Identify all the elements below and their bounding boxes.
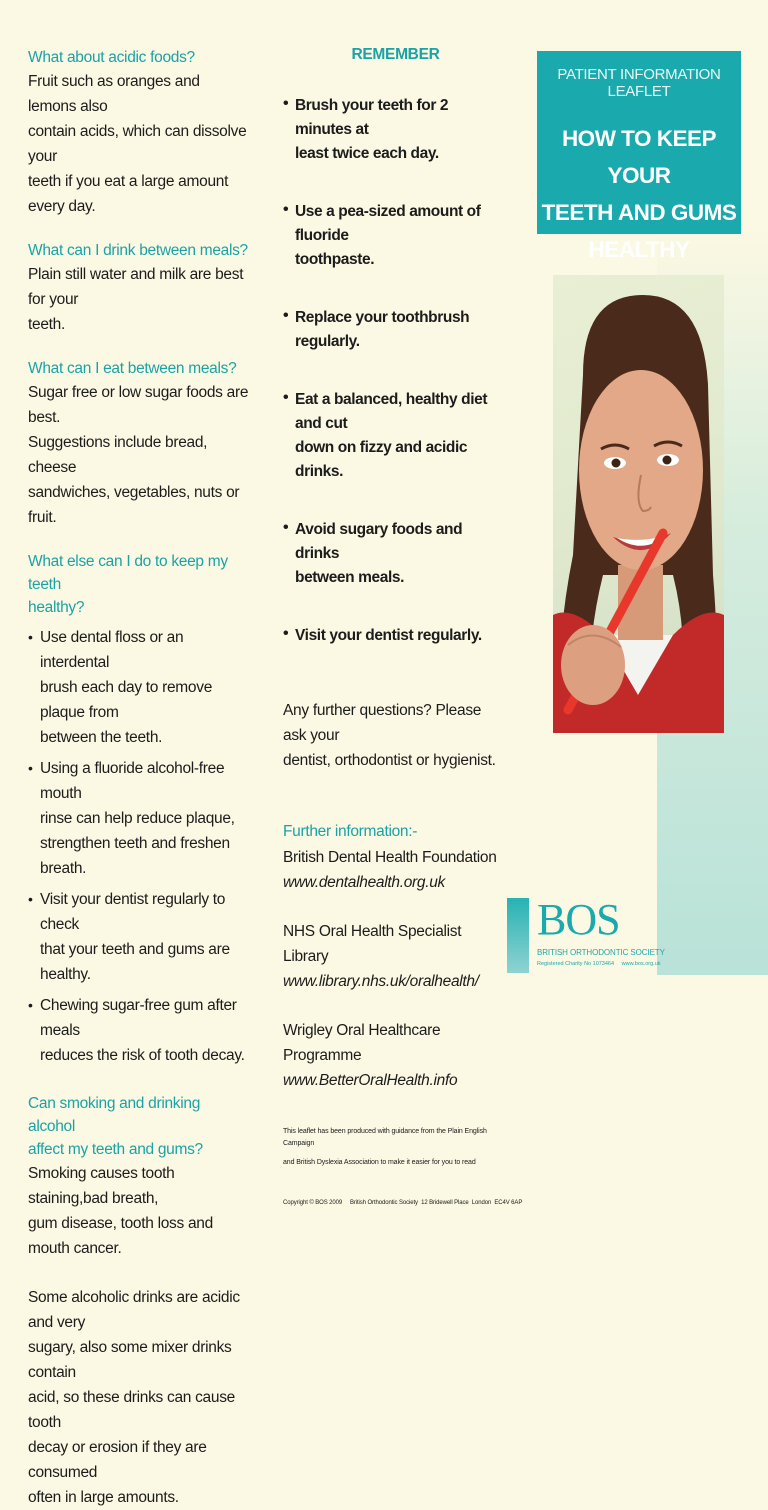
resource-link[interactable]: www.BetterOralHealth.info xyxy=(283,1072,458,1089)
bos-logo-subtitle: BRITISH ORTHODONTIC SOCIETY xyxy=(537,948,665,957)
smoking-line: gum disease, tooth loss and mouth cancer. xyxy=(28,1215,213,1257)
list-item: • Replace your toothbrush regularly. xyxy=(283,306,508,354)
list-item: • Avoid sugary foods and drinks between meals. xyxy=(283,518,508,590)
eat-line: Suggestions include bread, cheese xyxy=(28,434,208,476)
smoking-heading: affect my teeth and gums? xyxy=(28,1141,203,1158)
remember-list xyxy=(283,94,508,648)
list-item: • Chewing sugar-free gum after meals reduces the risk of tooth decay. xyxy=(28,993,250,1068)
further-heading: Further information:- xyxy=(283,823,418,840)
acidic-heading: What about acidic foods? xyxy=(28,49,195,66)
list-item: • Visit your dentist regularly to check that your teeth and gums are healthy. xyxy=(28,887,250,987)
bos-logo-text: BOS xyxy=(537,895,620,944)
else-heading: healthy? xyxy=(28,599,85,616)
acidic-line: Fruit such as oranges and lemons also xyxy=(28,73,200,115)
list-item: • Eat a balanced, healthy diet and cut down on fizzy and acidic drinks. xyxy=(283,388,508,484)
drink-line: teeth. xyxy=(28,316,65,333)
copyright: Copyright © BOS 2009 British Orthodontic Society 12 Bridewell Place London EC4V 6AP xyxy=(283,1200,523,1206)
drink-heading: What can I drink between meals? xyxy=(28,242,248,259)
smoking-line: Smoking causes tooth staining,bad breath, xyxy=(28,1165,175,1207)
leaflet-subtitle: PATIENT INFORMATION LEAFLET xyxy=(557,66,721,100)
questions-line: Any further questions? Please ask your xyxy=(283,702,482,744)
eat-heading: What can I eat between meals? xyxy=(28,360,237,377)
resource-name: British Dental Health Foundation xyxy=(283,849,497,866)
left-column xyxy=(28,46,250,1510)
alcohol-line: acid, so these drinks can cause tooth xyxy=(28,1389,235,1431)
alcohol-line: often in large amounts. xyxy=(28,1489,179,1506)
acidic-line: teeth if you eat a large amount every day. xyxy=(28,173,229,215)
eat-line: sandwiches, vegetables, nuts or fruit. xyxy=(28,484,240,526)
resource-link[interactable]: www.library.nhs.uk/oralhealth/ xyxy=(283,973,479,990)
smoking-heading: Can smoking and drinking alcohol xyxy=(28,1095,201,1135)
list-item: • Brush your teeth for 2 minutes at least twice each day. xyxy=(283,94,508,166)
photo-illustration xyxy=(553,275,724,733)
bos-logo-bar xyxy=(507,898,529,973)
middle-column xyxy=(283,46,523,1215)
acidic-line: contain acids, which can dissolve your xyxy=(28,123,247,165)
alcohol-line: sugary, also some mixer drinks contain xyxy=(28,1339,232,1381)
right-column xyxy=(537,0,741,1024)
tips-list xyxy=(28,625,250,1068)
list-item: • Use a pea-sized amount of fluoride toothpaste. xyxy=(283,200,508,272)
alcohol-line: decay or erosion if they are consumed xyxy=(28,1439,207,1481)
leaflet-note: and British Dyslexia Association to make it easier for you to read xyxy=(283,1159,476,1166)
leaflet-note: This leaflet has been produced with guidance from the Plain English Campaign xyxy=(283,1128,487,1147)
drink-line: Plain still water and milk are best for your xyxy=(28,266,244,308)
resource-name: Wrigley Oral Healthcare Programme xyxy=(283,1022,441,1064)
bos-logo xyxy=(507,895,741,973)
list-item: • Using a fluoride alcohol-free mouth rinse can help reduce plaque, strengthen teeth and freshen breath. xyxy=(28,756,250,881)
questions-line: dentist, orthodontist or hygienist. xyxy=(283,752,496,769)
list-item: • Visit your dentist regularly. xyxy=(283,624,508,648)
eat-line: Sugar free or low sugar foods are best. xyxy=(28,384,249,426)
page-title: HOW TO KEEP YOUR TEETH AND GUMS HEALTHY xyxy=(541,126,737,262)
list-item: • Use dental floss or an interdental brush each day to remove plaque from between the teeth. xyxy=(28,625,250,750)
girl-brushing-teeth-photo xyxy=(553,275,724,733)
resource-name: NHS Oral Health Specialist Library xyxy=(283,923,462,965)
remember-heading: REMEMBER xyxy=(351,46,440,63)
else-heading: What else can I do to keep my teeth xyxy=(28,553,228,593)
registered-charity: Registered Charity No 1073464 www.bos.org.uk xyxy=(537,961,661,967)
resource-link[interactable]: www.dentalhealth.org.uk xyxy=(283,874,445,891)
alcohol-line: Some alcoholic drinks are acidic and very xyxy=(28,1289,240,1331)
title-box xyxy=(537,51,741,262)
